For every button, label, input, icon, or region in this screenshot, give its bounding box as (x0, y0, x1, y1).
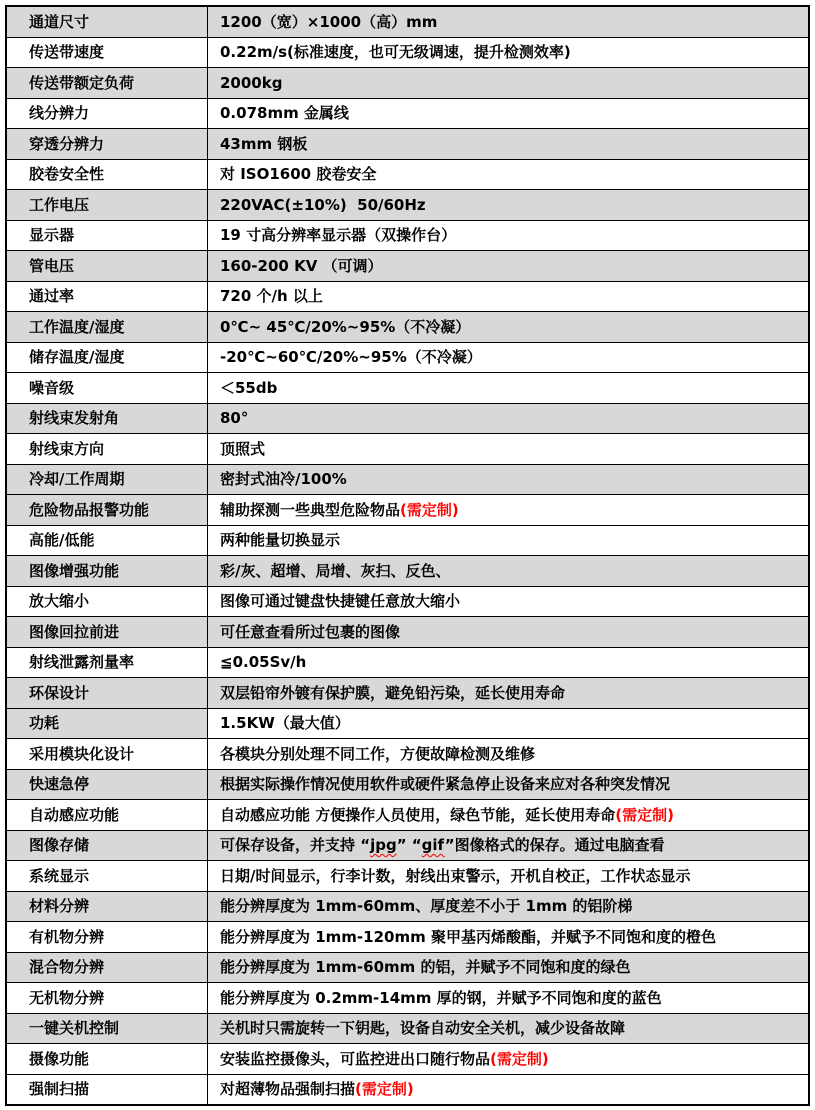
spec-value (220, 166, 376, 183)
spec-label: 有机物分辨 (29, 927, 105, 946)
spec-label-cell (7, 709, 208, 739)
spec-value-segment: 安装监控摄像头，可监控进出口随行物品 (220, 1049, 491, 1068)
table-row (7, 159, 808, 190)
custom-required-note: (需定制) (355, 1080, 414, 1098)
spec-value-segment: -20℃~60℃/20%~95%（不冷凝） (220, 348, 482, 366)
spec-label: 工作电压 (29, 195, 90, 214)
custom-required-note: (需定制) (615, 805, 674, 824)
spec-label: 线分辨力 (29, 104, 90, 122)
spec-value-segment: 0℃~ 45℃/20%~95%（不冷凝） (220, 317, 471, 336)
spec-label: 采用模块化设计 (29, 744, 135, 763)
spec-value-segment: ”图像格式的保存。通过电脑查看 (444, 836, 665, 854)
spec-label: 通道尺寸 (29, 12, 90, 31)
table-row (7, 982, 808, 1013)
table-row (7, 281, 808, 312)
table-row (7, 647, 808, 678)
spec-value (220, 349, 482, 366)
table-row (7, 464, 808, 495)
spec-value (220, 837, 665, 854)
spec-label: 工作温度/湿度 (29, 317, 125, 336)
spec-value-cell (208, 800, 808, 830)
spec-label-cell (7, 129, 208, 159)
table-row (7, 1043, 808, 1074)
spec-value-cell (208, 434, 808, 464)
spec-label: 图像增强功能 (29, 561, 120, 580)
table-row (7, 372, 808, 403)
table-row (7, 555, 808, 586)
spec-label: 射线束方向 (29, 439, 105, 458)
spec-label-cell (7, 617, 208, 647)
spec-value-cell (208, 68, 808, 98)
table-row (7, 738, 808, 769)
spec-label-cell (7, 678, 208, 708)
spec-value-segment: 顶照式 (220, 439, 266, 458)
table-row (7, 1074, 808, 1105)
spec-label-cell (7, 68, 208, 98)
spec-value-segment: 图像可通过键盘快捷键任意放大缩小 (220, 592, 461, 610)
table-row (7, 708, 808, 739)
spec-value (220, 441, 265, 458)
spec-value-segment: 43mm 钢板 (220, 134, 308, 153)
spec-label: 噪音级 (29, 378, 75, 397)
spec-label-cell (7, 739, 208, 769)
spec-label-cell (7, 495, 208, 525)
spec-value (220, 532, 340, 549)
spec-value-cell (208, 38, 808, 68)
spec-value-segment: 19 寸高分辨率显示器（双操作台） (220, 226, 457, 244)
spec-value (220, 1051, 549, 1068)
spec-label-cell (7, 1044, 208, 1074)
spec-value (220, 868, 690, 885)
spec-value-segment: ” “ (396, 836, 422, 854)
spec-label-cell (7, 373, 208, 403)
spec-label: 射线泄露剂量率 (29, 653, 135, 671)
spec-value-segment: 两种能量切换显示 (220, 531, 341, 549)
spec-label: 胶卷安全性 (29, 165, 105, 183)
spec-label-cell (7, 556, 208, 586)
table-row (7, 616, 808, 647)
table-row (7, 128, 808, 159)
spec-value-segment: 密封式油冷/100% (220, 470, 347, 488)
spec-label: 功耗 (29, 714, 60, 732)
spec-value-segment: 自动感应功能 方便操作人员使用，绿色节能，延长使用寿命 (220, 805, 616, 824)
spec-value-cell (208, 831, 808, 861)
table-row (7, 98, 808, 129)
table-row (7, 67, 808, 98)
spec-value (220, 898, 632, 915)
spec-value (220, 563, 450, 580)
table-row (7, 494, 808, 525)
spec-value-cell (208, 617, 808, 647)
spec-value (220, 685, 565, 702)
spec-label-cell (7, 434, 208, 464)
spec-label-cell (7, 282, 208, 312)
spec-value-segment: 对 ISO1600 胶卷安全 (220, 165, 377, 183)
spec-value-cell (208, 1044, 808, 1074)
spec-value-segment: 彩/灰、超增、局增、灰扫、反色、 (220, 561, 451, 580)
table-row (7, 37, 808, 68)
spec-value-cell (208, 465, 808, 495)
spec-value-segment: 2000kg (220, 73, 283, 92)
spec-value-segment: 根据实际操作情况使用软件或硬件紧急停止设备来应对各种突发情况 (220, 775, 671, 793)
spec-value (220, 227, 456, 244)
spec-value (220, 75, 282, 92)
spec-value-segment: 各模块分别处理不同工作，方便故障检测及维修 (220, 744, 536, 763)
spec-label-cell (7, 251, 208, 281)
spec-label: 穿透分辨力 (29, 134, 105, 153)
table-row (7, 860, 808, 891)
spec-value-cell (208, 312, 808, 342)
spec-value-cell (208, 221, 808, 251)
custom-required-note: (需定制) (400, 500, 459, 519)
spec-label-cell (7, 892, 208, 922)
spec-value-cell (208, 678, 808, 708)
spec-value-cell (208, 282, 808, 312)
spec-value (220, 410, 248, 427)
spec-label-cell (7, 190, 208, 220)
spec-value (220, 471, 347, 488)
spec-value-segment: gif (421, 836, 445, 854)
spec-value (220, 197, 426, 214)
spec-value-segment: 双层铅帘外镀有保护膜，避免铅污染，延长使用寿命 (220, 683, 566, 702)
spec-value (220, 14, 437, 31)
spec-value (220, 959, 631, 976)
spec-value-cell (208, 892, 808, 922)
spec-value-cell (208, 404, 808, 434)
spec-label: 强制扫描 (29, 1080, 90, 1098)
spec-value-cell (208, 587, 808, 617)
spec-label-cell (7, 526, 208, 556)
spec-label-cell (7, 312, 208, 342)
table-row (7, 952, 808, 983)
table-row (7, 250, 808, 281)
spec-value-cell (208, 556, 808, 586)
spec-value-segment: 辅助探测一些典型危险物品 (220, 500, 401, 519)
spec-value-segment: jpg (370, 836, 397, 854)
spec-value (220, 776, 670, 793)
spec-value (220, 258, 383, 275)
spec-label-cell (7, 953, 208, 983)
spec-value-segment: 1.5KW（最大值） (220, 714, 350, 732)
spec-label: 通过率 (29, 287, 75, 305)
spec-value-cell (208, 526, 808, 556)
spec-label: 高能/低能 (29, 531, 95, 549)
spec-value-cell (208, 160, 808, 190)
spec-label-cell (7, 831, 208, 861)
spec-value-cell (208, 922, 808, 952)
spec-value-segment: 关机时只需旋转一下钥匙，设备自动安全关机，减少设备故障 (220, 1019, 626, 1037)
spec-value (220, 502, 459, 519)
spec-value (220, 44, 571, 61)
spec-label: 自动感应功能 (29, 805, 120, 824)
spec-value-cell (208, 343, 808, 373)
spec-value-segment: ≦0.05Sv/h (220, 653, 307, 671)
spec-value-cell (208, 495, 808, 525)
spec-label: 一键关机控制 (29, 1019, 120, 1037)
table-row (7, 403, 808, 434)
table-row (7, 799, 808, 830)
spec-value (220, 1020, 625, 1037)
spec-label: 危险物品报警功能 (29, 500, 150, 519)
table-row (7, 342, 808, 373)
table-row (7, 220, 808, 251)
spec-label: 放大缩小 (29, 592, 90, 610)
table-row (7, 586, 808, 617)
spec-label-cell (7, 7, 208, 37)
spec-value (220, 105, 349, 122)
spec-label: 快速急停 (29, 775, 90, 793)
spec-value-segment: 日期/时间显示，行李计数，射线出束警示，开机自校正，工作状态显示 (220, 866, 691, 885)
spec-value (220, 593, 460, 610)
spec-value-cell (208, 7, 808, 37)
spec-label-cell (7, 800, 208, 830)
spec-label-cell (7, 770, 208, 800)
table-row (7, 1013, 808, 1044)
table-row (7, 677, 808, 708)
spec-value (220, 990, 662, 1007)
spec-label: 管电压 (29, 256, 75, 275)
spec-value-cell (208, 648, 808, 678)
spec-label-cell (7, 38, 208, 68)
spec-label: 显示器 (29, 226, 75, 244)
spec-value-cell (208, 251, 808, 281)
spec-value-cell (208, 861, 808, 891)
table-row (7, 769, 808, 800)
spec-label-cell (7, 343, 208, 373)
spec-value-cell (208, 99, 808, 129)
spec-value-cell (208, 1014, 808, 1044)
spec-value-segment: 可任意查看所过包裹的图像 (220, 622, 401, 641)
table-row (7, 7, 808, 37)
spec-label-cell (7, 221, 208, 251)
spec-value (220, 1081, 414, 1098)
spec-value-segment: 160-200 KV （可调） (220, 256, 383, 275)
spec-value (220, 624, 400, 641)
spec-label: 无机物分辨 (29, 988, 105, 1007)
spec-label: 射线束发射角 (29, 409, 120, 427)
spec-table (5, 5, 810, 1106)
spec-value (220, 380, 277, 397)
spec-value-segment: 0.22m/s(标准速度，也可无级调速，提升检测效率) (220, 43, 571, 61)
table-row (7, 189, 808, 220)
spec-label: 材料分辨 (29, 897, 90, 915)
spec-value-segment: 可保存设备，并支持 “ (220, 836, 371, 854)
table-row (7, 830, 808, 861)
table-row (7, 311, 808, 342)
spec-label: 图像回拉前进 (29, 622, 120, 641)
table-row (7, 433, 808, 464)
spec-label-cell (7, 983, 208, 1013)
spec-value-segment: 1200（宽）×1000（高）mm (220, 12, 438, 31)
spec-value (220, 715, 350, 732)
spec-label-cell (7, 160, 208, 190)
spec-label: 传送带速度 (29, 43, 105, 61)
spec-value-segment: 能分辨厚度为 1mm-120mm 聚甲基丙烯酸酯，并赋予不同饱和度的橙色 (220, 927, 716, 946)
table-row (7, 525, 808, 556)
spec-label: 系统显示 (29, 866, 90, 885)
spec-value (220, 746, 535, 763)
spec-value-cell (208, 739, 808, 769)
spec-value-cell (208, 983, 808, 1013)
spec-label-cell (7, 99, 208, 129)
spec-label-cell (7, 861, 208, 891)
spec-label-cell (7, 465, 208, 495)
spec-value (220, 319, 470, 336)
spec-value-cell (208, 709, 808, 739)
spec-value-cell (208, 1075, 808, 1105)
spec-value (220, 288, 323, 305)
spec-value-segment: 720 个/h 以上 (220, 287, 323, 305)
spec-value-segment: 能分辨厚度为 1mm-60mm、厚度差不小于 1mm 的铝阶梯 (220, 897, 633, 915)
spec-value-cell (208, 373, 808, 403)
spec-label: 环保设计 (29, 683, 90, 702)
spec-value (220, 654, 306, 671)
spec-value (220, 136, 307, 153)
spec-label-cell (7, 922, 208, 952)
spec-label: 冷却/工作周期 (29, 470, 125, 488)
spec-label: 储存温度/湿度 (29, 348, 125, 366)
spec-value-segment: ＜55db (220, 378, 278, 397)
custom-required-note: (需定制) (490, 1049, 549, 1068)
spec-label-cell (7, 1075, 208, 1105)
spec-value-segment: 对超薄物品强制扫描 (220, 1080, 356, 1098)
spec-value-cell (208, 190, 808, 220)
spec-value-cell (208, 770, 808, 800)
spec-label: 摄像功能 (29, 1049, 90, 1068)
spec-label: 图像存储 (29, 836, 90, 854)
spec-label-cell (7, 587, 208, 617)
spec-label: 传送带额定负荷 (29, 73, 135, 92)
spec-label-cell (7, 648, 208, 678)
table-row (7, 921, 808, 952)
spec-value-segment: 80° (220, 409, 249, 427)
spec-value-segment: 0.078mm 金属线 (220, 104, 349, 122)
spec-value (220, 929, 716, 946)
spec-value-segment: 220VAC(±10%) 50/60Hz (220, 195, 426, 214)
spec-label: 混合物分辨 (29, 958, 105, 976)
spec-value-segment: 能分辨厚度为 0.2mm-14mm 厚的钢，并赋予不同饱和度的蓝色 (220, 988, 662, 1007)
table-row (7, 891, 808, 922)
spec-label-cell (7, 1014, 208, 1044)
spec-value (220, 807, 674, 824)
spec-value-segment: 能分辨厚度为 1mm-60mm 的铝，并赋予不同饱和度的绿色 (220, 958, 631, 976)
spec-value-cell (208, 953, 808, 983)
spec-value-cell (208, 129, 808, 159)
spec-label-cell (7, 404, 208, 434)
